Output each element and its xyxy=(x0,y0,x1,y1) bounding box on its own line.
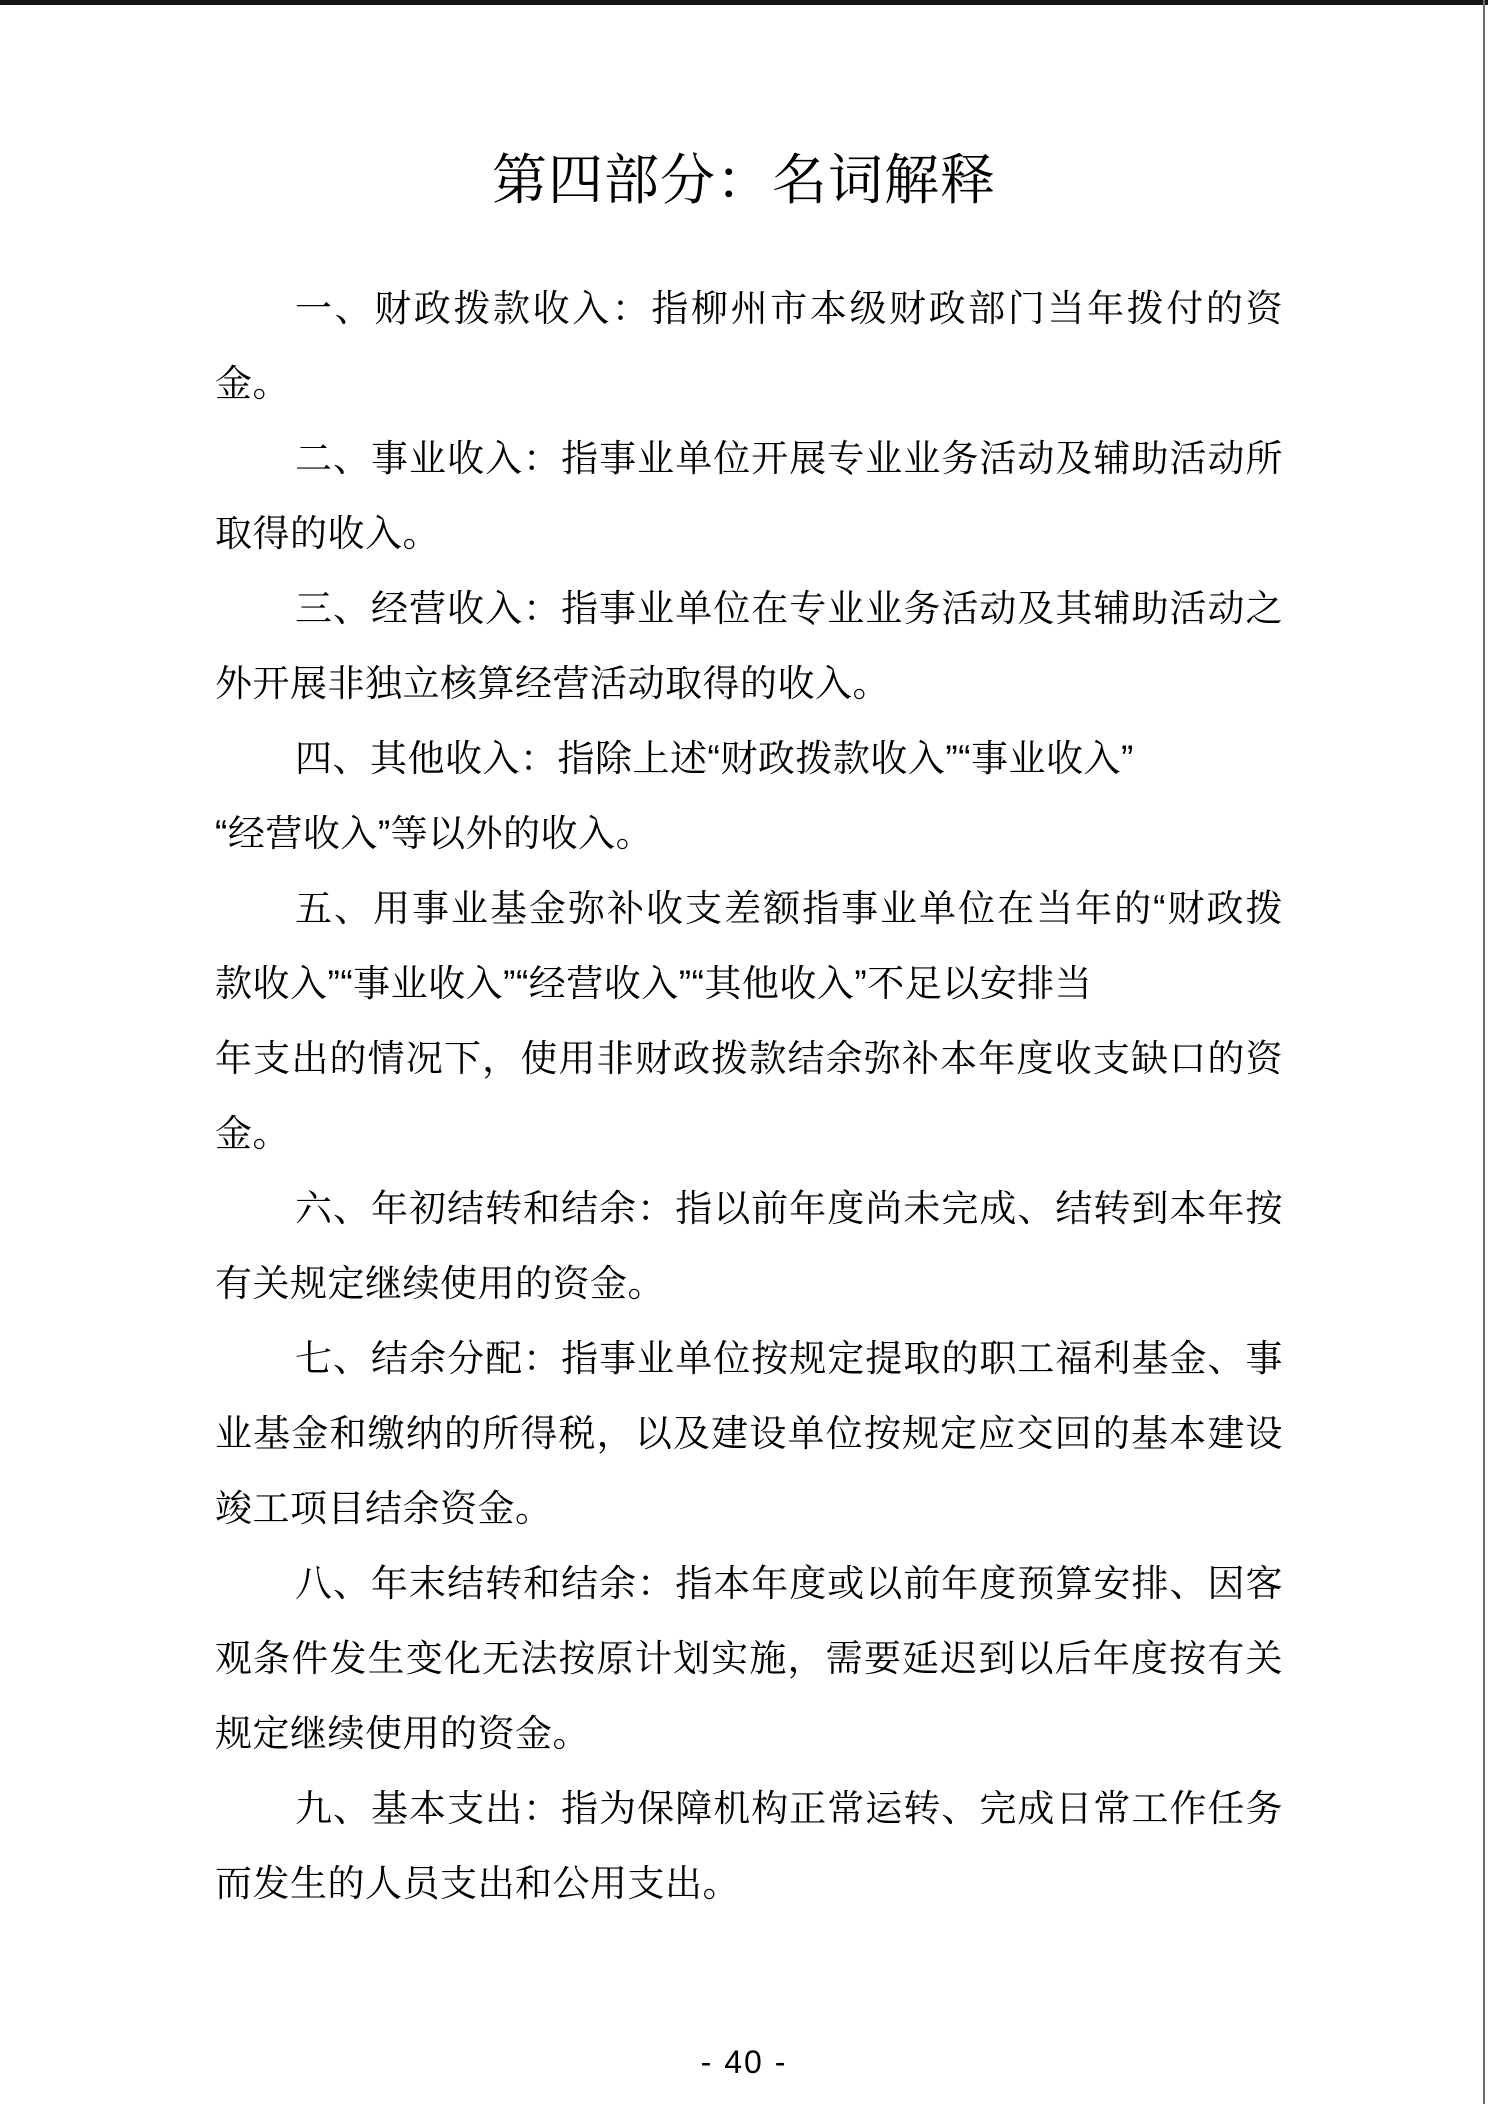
body-line: 业基金和缴纳的所得税，以及建设单位按规定应交回的基本建设 xyxy=(215,1413,1283,1454)
body-line: 年支出的情况下，使用非财政拨款结余弥补本年度收支缺口的资 xyxy=(215,1038,1283,1079)
body-line: 八、年末结转和结余：指本年度或以前年度预算安排、因客 xyxy=(295,1563,1283,1604)
page-title: 第四部分：名词解释 xyxy=(491,149,996,211)
body-line: 金。 xyxy=(215,1113,290,1154)
body-line: 四、其他收入：指除上述“财政拨款收入”“事业收入” xyxy=(295,738,1134,779)
body-line: 而发生的人员支出和公用支出。 xyxy=(215,1863,740,1904)
body-line: 三、经营收入：指事业单位在专业业务活动及其辅助活动之 xyxy=(295,588,1283,629)
body-line: 一、财政拨款收入：指柳州市本级财政部门当年拨付的资 xyxy=(295,288,1283,329)
page-number: - 40 - xyxy=(700,2044,788,2080)
body-line: 规定继续使用的资金。 xyxy=(215,1713,590,1754)
body-line: 七、结余分配：指事业单位按规定提取的职工福利基金、事 xyxy=(295,1338,1283,1379)
scan-edge-right xyxy=(1483,0,1485,2104)
body-line: 二、事业收入：指事业单位开展专业业务活动及辅助活动所 xyxy=(295,438,1283,479)
body-line: 款收入”“事业收入”“经营收入”“其他收入”不足以安排当 xyxy=(215,963,1093,1004)
body-text-block xyxy=(215,285,1283,1935)
body-line: 取得的收入。 xyxy=(215,513,440,554)
body-line: 五、用事业基金弥补收支差额指事业单位在当年的“财政拨 xyxy=(295,888,1283,929)
scan-edge-top xyxy=(0,0,1488,5)
body-line: 观条件发生变化无法按原计划实施，需要延迟到以后年度按有关 xyxy=(215,1638,1283,1679)
body-line: 六、年初结转和结余：指以前年度尚未完成、结转到本年按 xyxy=(295,1188,1283,1229)
body-line: 金。 xyxy=(215,363,290,404)
body-line: 九、基本支出：指为保障机构正常运转、完成日常工作任务 xyxy=(295,1788,1283,1829)
body-line: 有关规定继续使用的资金。 xyxy=(215,1263,665,1304)
body-line: 外开展非独立核算经营活动取得的收入。 xyxy=(215,663,890,704)
body-line: 竣工项目结余资金。 xyxy=(215,1488,553,1529)
body-line: “经营收入”等以外的收入。 xyxy=(215,813,654,854)
